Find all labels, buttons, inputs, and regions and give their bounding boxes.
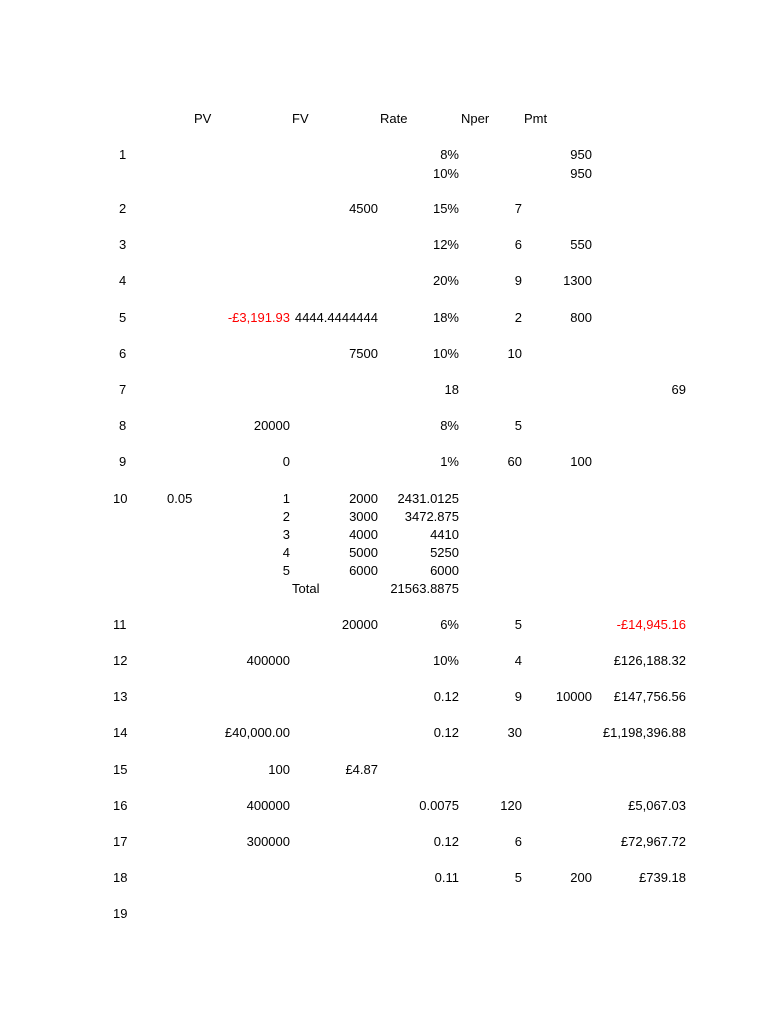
- rate-cell: 8%: [440, 418, 459, 433]
- row-number: 3: [119, 237, 127, 252]
- schedule-year: 2: [282, 509, 290, 524]
- nper-cell: 10: [507, 346, 522, 361]
- row-number: 14: [113, 725, 128, 740]
- row-number: 8: [119, 418, 127, 433]
- schedule-year: 3: [282, 527, 290, 542]
- row-number: 16: [113, 798, 128, 813]
- schedule-amount: 6000: [349, 563, 378, 578]
- header-rate: Rate: [380, 111, 408, 126]
- row-number: 18: [113, 870, 128, 885]
- schedule-value: 5250: [430, 545, 459, 560]
- rate-cell: 10%: [432, 166, 459, 181]
- schedule-year: 1: [282, 491, 290, 506]
- nper-cell: 120: [500, 798, 522, 813]
- pmt-cell: 550: [570, 237, 592, 252]
- row-number: 17: [113, 834, 128, 849]
- header-fv: FV: [292, 111, 309, 126]
- nper-cell: 5: [514, 870, 522, 885]
- schedule-value: 3472.875: [404, 509, 459, 524]
- result-cell: £739.18: [639, 870, 686, 885]
- pmt-cell: 1300: [563, 273, 592, 288]
- pmt-cell: 100: [570, 454, 592, 469]
- pv-cell: 400000: [246, 798, 290, 813]
- rate-value-cell: 0.05: [167, 491, 193, 506]
- schedule-amount: 2000: [349, 491, 378, 506]
- result-cell: £5,067.03: [628, 798, 686, 813]
- fv-cell: 4444.4444444: [294, 310, 378, 325]
- pmt-cell: 200: [570, 870, 592, 885]
- pmt-cell: 800: [570, 310, 592, 325]
- nper-cell: 5: [514, 418, 522, 433]
- rate-cell: 0.0075: [419, 798, 459, 813]
- row-number: 13: [113, 689, 128, 704]
- nper-cell: 4: [514, 653, 522, 668]
- pv-cell: -£3,191.93: [227, 310, 290, 325]
- row-number: 10: [113, 491, 128, 506]
- pv-cell: 100: [268, 762, 290, 777]
- nper-cell: 30: [507, 725, 522, 740]
- rate-cell: 0.12: [433, 689, 459, 704]
- nper-cell: 9: [514, 273, 522, 288]
- nper-cell: 7: [514, 201, 522, 216]
- rate-cell: 0.12: [433, 725, 459, 740]
- schedule-amount: 5000: [349, 545, 378, 560]
- rate-cell: 20%: [432, 273, 459, 288]
- pv-cell: 300000: [246, 834, 290, 849]
- result-cell: £126,188.32: [613, 653, 686, 668]
- result-cell: £72,967.72: [620, 834, 686, 849]
- row-number: 2: [119, 201, 127, 216]
- result-cell: -£14,945.16: [616, 617, 686, 632]
- rate-cell: 0.11: [434, 870, 459, 885]
- pmt-cell: 950: [570, 147, 592, 162]
- nper-cell: 6: [514, 237, 522, 252]
- result-cell: £147,756.56: [613, 689, 686, 704]
- nper-cell: 60: [507, 454, 522, 469]
- header-nper: Nper: [461, 111, 490, 126]
- row-number: 6: [119, 346, 127, 361]
- nper-cell: 9: [514, 689, 522, 704]
- fv-cell: 7500: [349, 346, 378, 361]
- schedule-value: 2431.0125: [397, 491, 459, 506]
- result-cell: 69: [671, 382, 686, 397]
- header-pv: PV: [194, 111, 212, 126]
- rate-cell: 1%: [440, 454, 459, 469]
- pv-cell: 0: [282, 454, 290, 469]
- fv-cell: £4.87: [345, 762, 378, 777]
- result-cell: £1,198,396.88: [602, 725, 686, 740]
- row-number: 12: [113, 653, 128, 668]
- pv-cell: £40,000.00: [224, 725, 290, 740]
- rate-cell: 0.12: [433, 834, 459, 849]
- schedule-amount: 4000: [349, 527, 378, 542]
- nper-cell: 2: [514, 310, 522, 325]
- schedule-value: 6000: [430, 563, 459, 578]
- row-number: 15: [113, 762, 128, 777]
- row-number: 5: [119, 310, 127, 325]
- row-number: 1: [119, 147, 127, 162]
- row-number: 7: [119, 382, 127, 397]
- total-value: 21563.8875: [390, 581, 459, 596]
- fv-cell: 20000: [341, 617, 378, 632]
- row-number: 4: [119, 273, 127, 288]
- rate-cell: 10%: [432, 346, 459, 361]
- total-label: Total: [292, 581, 320, 596]
- rate-cell: 10%: [432, 653, 459, 668]
- row-number: 11: [113, 617, 127, 632]
- nper-cell: 5: [514, 617, 522, 632]
- header-pmt: Pmt: [524, 111, 548, 126]
- pv-cell: 20000: [253, 418, 290, 433]
- schedule-year: 4: [282, 545, 290, 560]
- pmt-cell: 10000: [555, 689, 592, 704]
- schedule-value: 4410: [430, 527, 459, 542]
- rate-cell: 15%: [432, 201, 459, 216]
- pv-cell: 400000: [246, 653, 290, 668]
- schedule-year: 5: [282, 563, 290, 578]
- rate-cell: 18%: [432, 310, 459, 325]
- rate-cell: 18: [444, 382, 459, 397]
- pmt-cell: 950: [570, 166, 592, 181]
- rate-cell: 12%: [432, 237, 459, 252]
- rate-cell: 6%: [440, 617, 459, 632]
- schedule-amount: 3000: [349, 509, 378, 524]
- row-number: 19: [113, 906, 128, 921]
- fv-cell: 4500: [349, 201, 378, 216]
- row-number: 9: [119, 454, 127, 469]
- nper-cell: 6: [514, 834, 522, 849]
- rate-cell: 8%: [440, 147, 459, 162]
